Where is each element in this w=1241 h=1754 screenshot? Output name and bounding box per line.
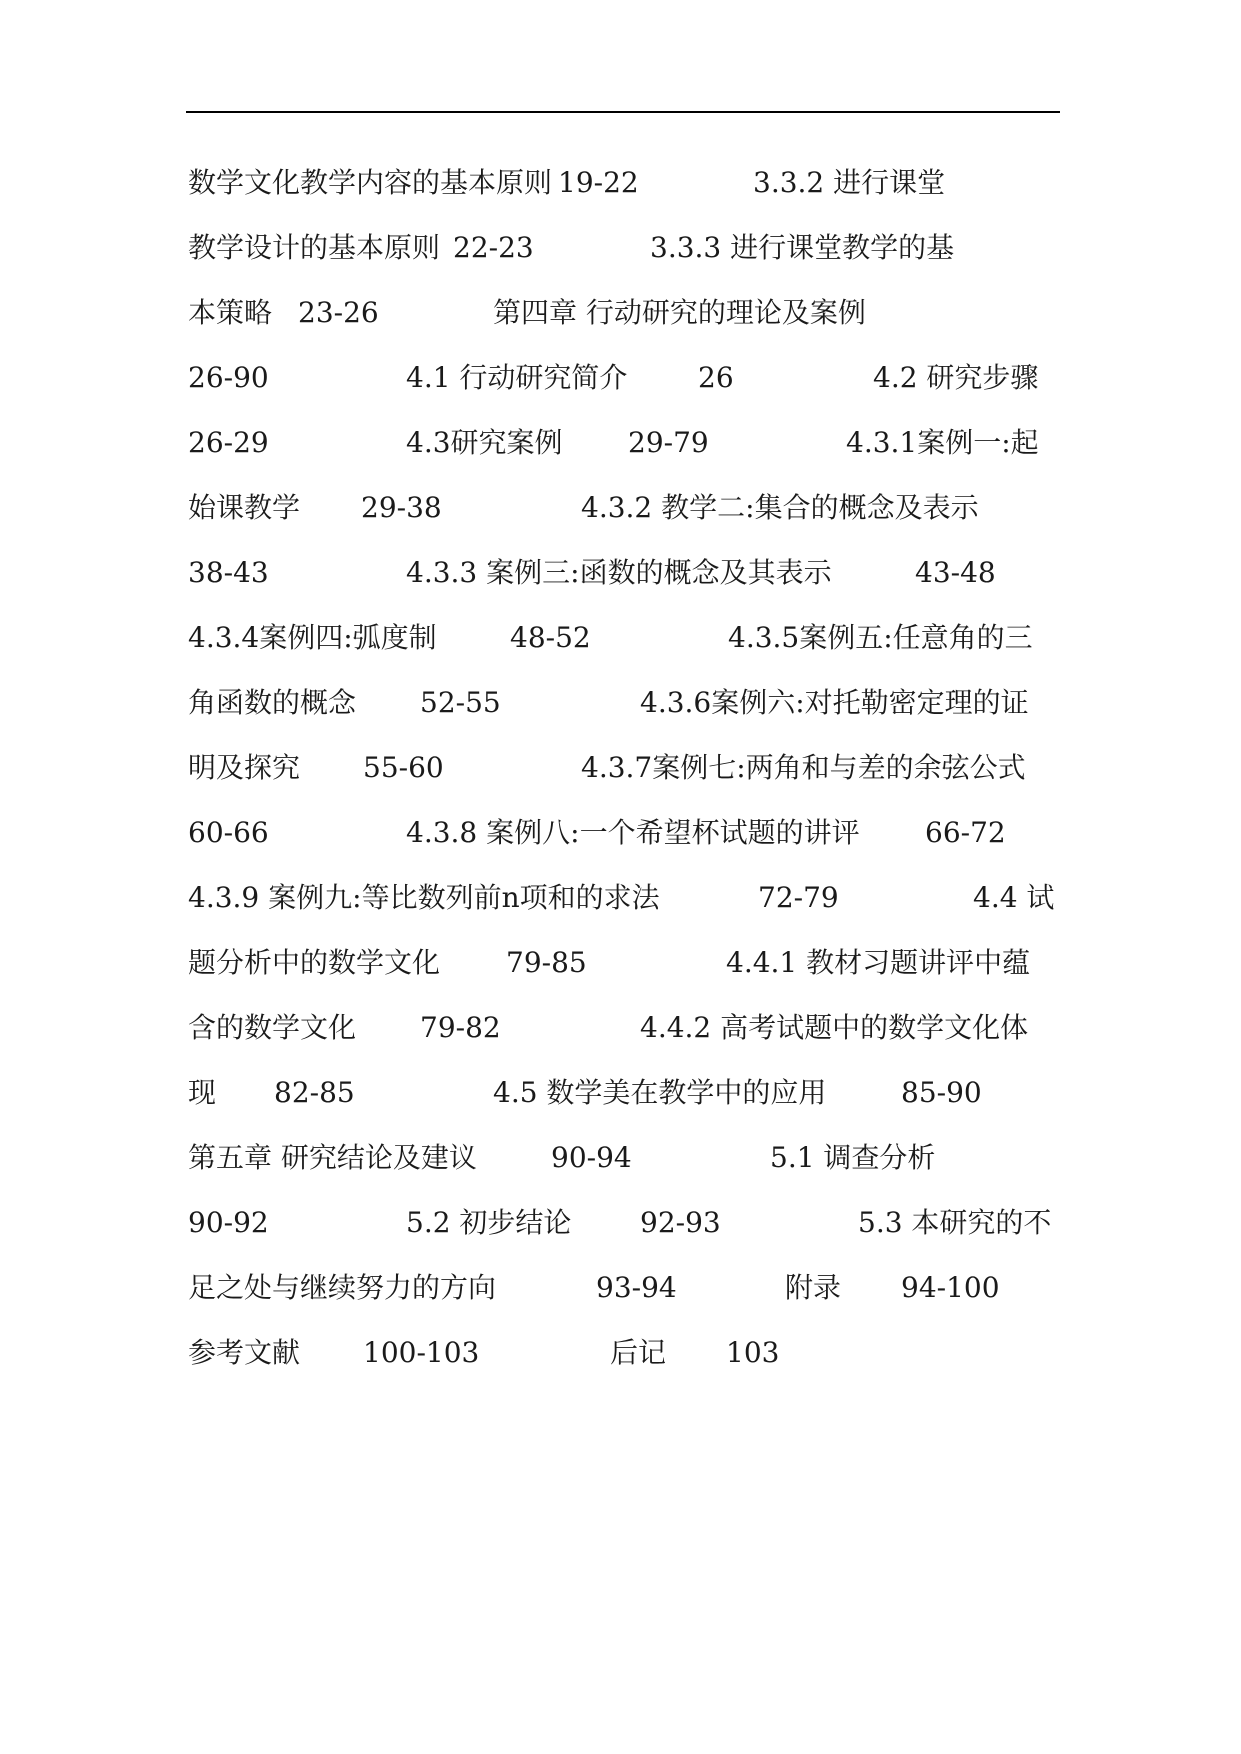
toc-segment: 4.3.5案例五:任意角的三 [728, 621, 1033, 654]
toc-line [188, 280, 1068, 345]
toc-body [188, 150, 1068, 1385]
toc-segment: 3.3.3 进行课堂教学的基 [650, 231, 955, 264]
toc-segment: 38-43 [188, 556, 269, 589]
toc-segment: 4.3.7案例七:两角和与差的余弦公式 [581, 751, 1026, 784]
toc-segment: 66-72 [925, 816, 1006, 849]
toc-segment: 72-79 [758, 881, 839, 914]
toc-segment: 第四章 行动研究的理论及案例 [493, 296, 866, 329]
toc-line [188, 215, 1068, 280]
toc-line [188, 865, 1068, 930]
toc-segment: 4.3.2 教学二:集合的概念及表示 [581, 491, 979, 524]
toc-line [188, 735, 1068, 800]
toc-segment: 29-38 [361, 491, 442, 524]
toc-segment: 60-66 [188, 816, 269, 849]
toc-segment: 4.3.1案例一:起 [846, 426, 1039, 459]
toc-segment: 5.2 初步结论 [406, 1206, 572, 1239]
toc-segment: 4.2 研究步骤 [873, 361, 1039, 394]
toc-segment: 参考文献 [188, 1336, 301, 1369]
toc-segment: 90-94 [551, 1141, 632, 1174]
toc-line [188, 800, 1068, 865]
toc-segment: 26-90 [188, 361, 269, 394]
toc-segment: 48-52 [510, 621, 591, 654]
header-rule [186, 111, 1060, 113]
toc-segment: 附录 [785, 1271, 842, 1304]
toc-segment: 本策略 [188, 296, 273, 329]
toc-segment: 4.3.6案例六:对托勒密定理的证 [640, 686, 1029, 719]
toc-segment: 26 [698, 361, 734, 394]
toc-segment: 第五章 研究结论及建议 [188, 1141, 477, 1174]
toc-line [188, 1060, 1068, 1125]
toc-segment: 29-79 [628, 426, 709, 459]
toc-segment: 22-23 [453, 231, 534, 264]
toc-segment: 5.1 调查分析 [770, 1141, 936, 1174]
toc-segment: 题分析中的数学文化 [188, 946, 441, 979]
toc-segment: 教学设计的基本原则 [188, 231, 441, 264]
toc-segment: 4.3.3 案例三:函数的概念及其表示 [406, 556, 832, 589]
toc-segment: 4.4 试 [973, 881, 1055, 914]
toc-line [188, 1125, 1068, 1190]
toc-segment: 含的数学文化 [188, 1011, 357, 1044]
toc-segment: 明及探究 [188, 751, 301, 784]
toc-segment: 足之处与继续努力的方向 [188, 1271, 497, 1304]
toc-segment: 4.1 行动研究简介 [406, 361, 628, 394]
toc-line [188, 995, 1068, 1060]
toc-line [188, 930, 1068, 995]
toc-segment: 23-26 [298, 296, 379, 329]
toc-segment: 85-90 [901, 1076, 982, 1109]
toc-segment: 始课教学 [188, 491, 301, 524]
toc-line [188, 1190, 1068, 1255]
toc-segment: 4.3.8 案例八:一个希望杯试题的讲评 [406, 816, 860, 849]
toc-segment: 55-60 [363, 751, 444, 784]
toc-segment: 79-85 [506, 946, 587, 979]
toc-segment: 3.3.2 进行课堂 [753, 166, 946, 199]
toc-segment: 数学文化教学内容的基本原则 [188, 166, 553, 199]
toc-segment: 26-29 [188, 426, 269, 459]
toc-segment: 后记 [610, 1336, 667, 1369]
toc-segment: 103 [726, 1336, 780, 1369]
toc-segment: 93-94 [596, 1271, 677, 1304]
toc-segment: 90-92 [188, 1206, 269, 1239]
toc-segment: 82-85 [274, 1076, 355, 1109]
toc-segment: 79-82 [420, 1011, 501, 1044]
toc-segment: 43-48 [915, 556, 996, 589]
toc-line [188, 540, 1068, 605]
toc-segment: 4.3.4案例四:弧度制 [188, 621, 437, 654]
toc-segment: 现 [188, 1076, 217, 1109]
toc-line [188, 1320, 1068, 1385]
toc-line [188, 410, 1068, 475]
toc-segment: 4.5 数学美在教学中的应用 [493, 1076, 827, 1109]
toc-line [188, 475, 1068, 540]
toc-line [188, 345, 1068, 410]
toc-segment: 92-93 [640, 1206, 721, 1239]
toc-segment: 4.3.9 案例九:等比数列前n项和的求法 [188, 881, 660, 914]
toc-segment: 5.3 本研究的不 [858, 1206, 1052, 1239]
toc-line [188, 670, 1068, 735]
toc-segment: 100-103 [363, 1336, 480, 1369]
toc-segment: 19-22 [558, 166, 639, 199]
toc-segment: 4.4.1 教材习题讲评中蕴 [726, 946, 1031, 979]
toc-line [188, 150, 1068, 215]
toc-segment: 52-55 [420, 686, 501, 719]
toc-segment: 角函数的概念 [188, 686, 357, 719]
toc-segment: 4.3研究案例 [406, 426, 563, 459]
toc-segment: 94-100 [901, 1271, 1000, 1304]
toc-segment: 4.4.2 高考试题中的数学文化体 [640, 1011, 1029, 1044]
toc-line [188, 1255, 1068, 1320]
toc-line [188, 605, 1068, 670]
